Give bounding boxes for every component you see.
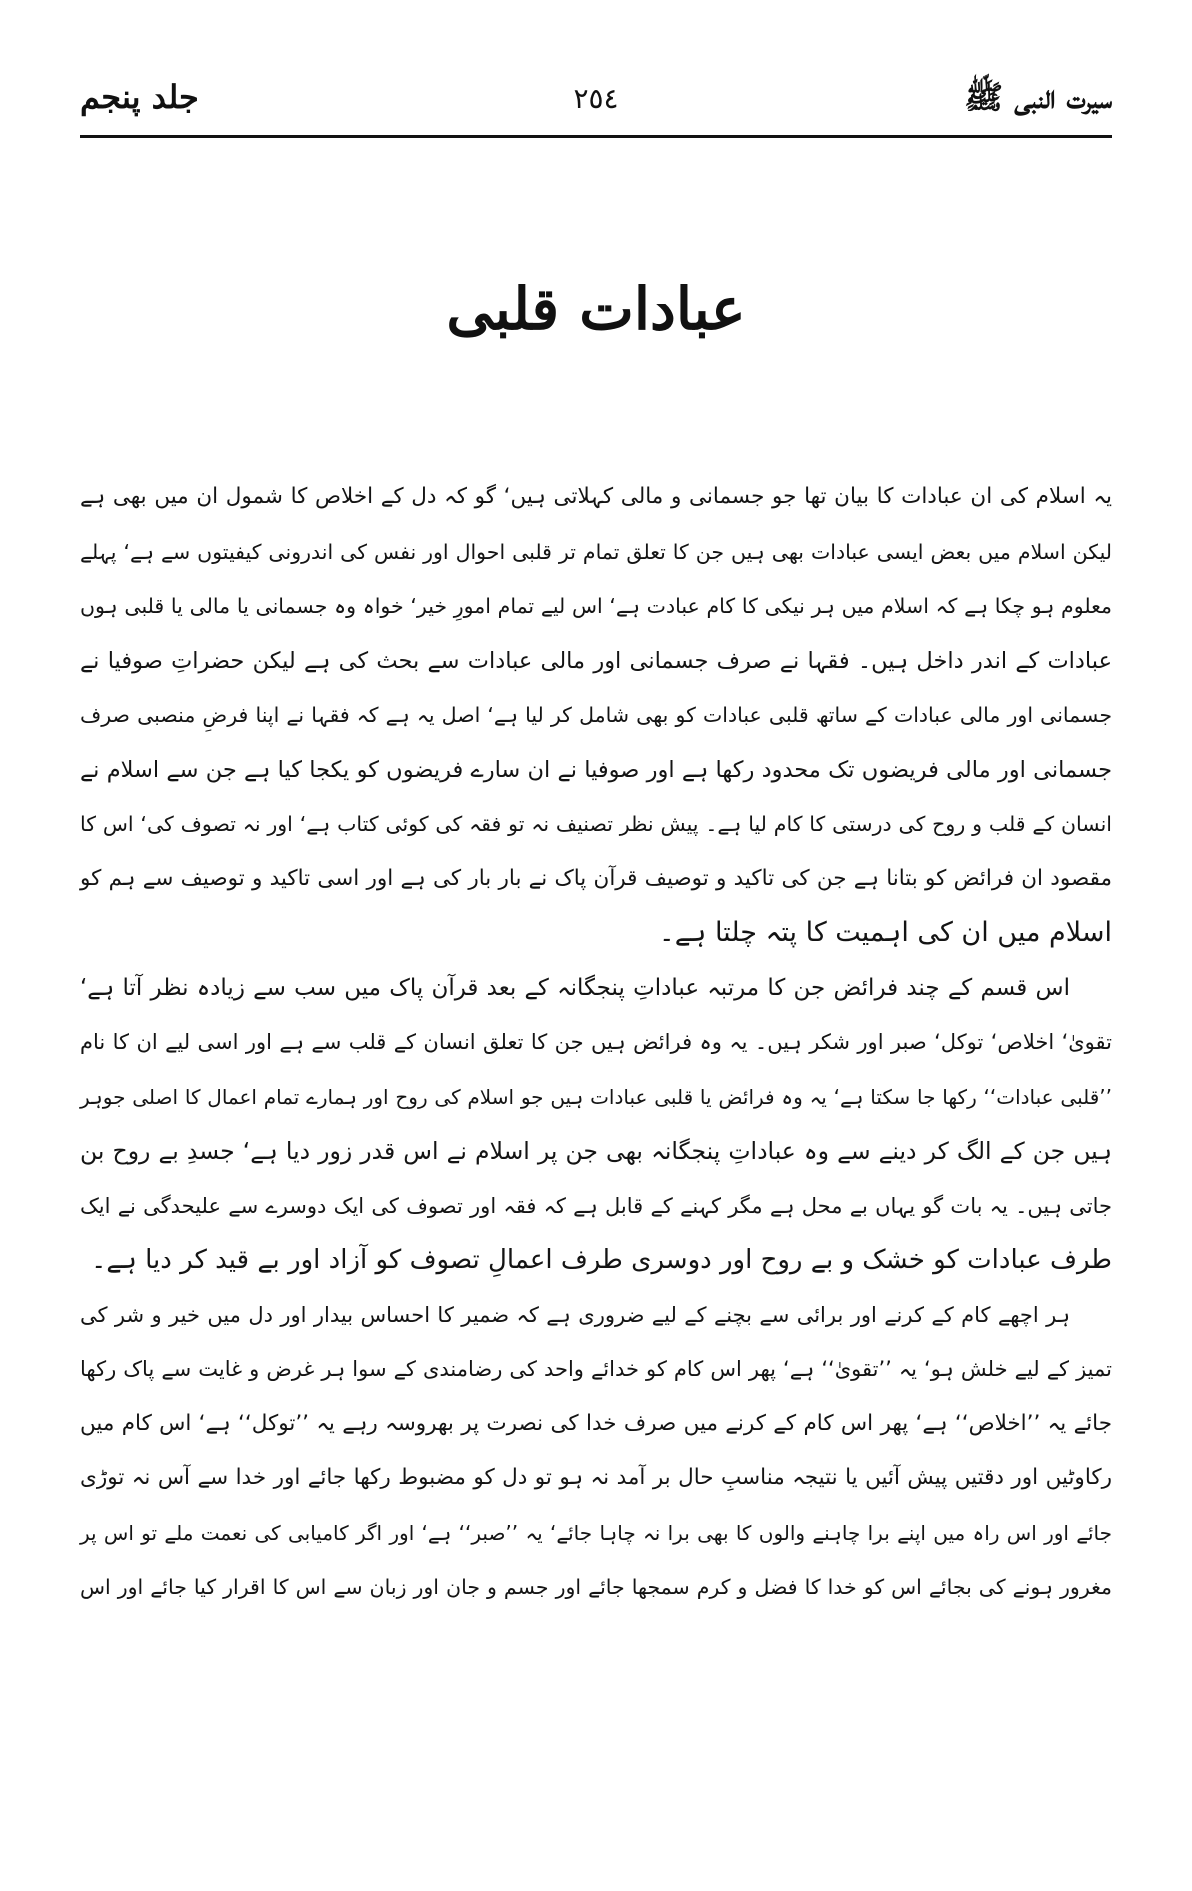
- chapter-title: عبادات قلبی: [446, 275, 746, 343]
- paragraph-2-line-2: تقویٰ‘ اخلاص‘ توکل‘ صبر اور شکر ہیں۔ یہ وہ فرائض ہیں جن کا تعلق انسان کے قلب سے ہے اور اسی لیے ان کا نام: [80, 1030, 1112, 1054]
- paragraph-3-line-5: جائے اور اس راہ میں اپنے برا چاہنے والوں کا بھی برا نہ چاہا جائے‘ یہ ’’صبر‘‘ ہے‘ اور اگر کامیابی کی نعمت ملے تو اس پر: [80, 1520, 1112, 1545]
- paragraph-2-line-3: ’’قلبی عبادات‘‘ رکھا جا سکتا ہے‘ یہ وہ فرائض یا قلبی عبادات ہیں جو اسلام کی روح اور ہمارے تمام اعمال کا اصلی جوہر: [80, 1084, 1112, 1109]
- paragraph-1-line-3: معلوم ہو چکا ہے کہ اسلام میں ہر نیکی کا کام عبادت ہے‘ اس لیے تمام امورِ خیر‘ خواہ وہ جسمانی یا مالی یا قلبی ہوں: [80, 594, 1112, 618]
- paragraph-3-line-6: مغرور ہونے کی بجائے اس کو خدا کا فضل و کرم سمجھا جائے اور جسم و جان اور زبان سے اس کا اقرار کیا جائے اور اس: [80, 1575, 1112, 1599]
- paragraph-1-line-4: عبادات کے اندر داخل ہیں۔ فقہا نے صرف جسمانی اور مالی عبادات سے بحث کی ہے لیکن حضراتِ صوفیا نے: [80, 647, 1112, 674]
- body-text: [80, 470, 1112, 1615]
- paragraph-1-line-9: اسلام میں ان کی اہمیت کا پتہ چلتا ہے۔: [658, 917, 1112, 948]
- paragraph-1-line-6: جسمانی اور مالی فریضوں تک محدود رکھا ہے اور صوفیا نے ان سارے فریضوں کو یکجا کیا ہے جن سے اسلام نے: [80, 756, 1112, 783]
- paragraph-3-line-4: رکاوٹیں اور دقتیں پیش آئیں یا نتیجہ مناسبِ حال بر آمد نہ ہو تو دل کو مضبوط رکھا جائے اور خدا سے آس نہ توڑی: [80, 1465, 1112, 1490]
- paragraph-1-line-1: یہ اسلام کی ان عبادات کا بیان تھا جو جسمانی و مالی کہلاتی ہیں‘ گو کہ دل کے اخلاص کا شمول ان میں بھی ہے: [80, 484, 1112, 509]
- paragraph-3-line-2: تمیز کے لیے خلش ہو‘ یہ ’’تقویٰ‘‘ ہے‘ پھر اس کام کو خدائے واحد کی رضامندی کے سوا ہر غرض و غایت سے پاک رکھا: [80, 1357, 1112, 1381]
- running-header: [80, 78, 1112, 134]
- paragraph-1-line-5: جسمانی اور مالی عبادات کے ساتھ قلبی عبادات کو بھی شامل کر لیا ہے‘ اصل یہ ہے کہ فقہا نے اپنا فرضِ منصبی صرف: [80, 703, 1112, 727]
- header-book-title: سیرت النبی ﷺ: [964, 78, 1112, 116]
- paragraph-2-line-6: طرف عبادات کو خشک و بے روح اور دوسری طرف اعمالِ تصوف کو آزاد اور بے قید کر دیا ہے۔: [91, 1245, 1112, 1275]
- paragraph-2-line-4: ہیں جن کے الگ کر دینے سے وہ عباداتِ پنجگانہ بھی جن پر اسلام نے اس قدر زور دیا ہے‘ جسدِ بے روح بن: [80, 1137, 1112, 1165]
- header-volume: جلد پنجم: [80, 78, 199, 116]
- paragraph-1-line-8: مقصود ان فرائض کو بتانا ہے جن کی تاکید و توصیف قرآن پاک نے بار بار کی ہے اور اسی تاکید و توصیف سے ہم کو: [80, 865, 1112, 891]
- paragraph-1-line-2: لیکن اسلام میں بعض ایسی عبادات بھی ہیں جن کا تعلق تمام تر قلبی احوال اور نفس کی اندرونی کیفیتوں سے ہے‘ پہلے: [80, 539, 1112, 564]
- header-rule: [80, 135, 1112, 138]
- paragraph-2-line-1: اس قسم کے چند فرائض جن کا مرتبہ عباداتِ پنجگانہ کے بعد قرآن پاک میں سب سے زیادہ نظر آتا ہے‘: [80, 974, 1070, 1001]
- paragraph-1-line-7: انسان کے قلب و روح کی درستی کا کام لیا ہے۔ پیش نظر تصنیف نہ تو فقہ کی کوئی کتاب ہے‘ اور نہ تصوف کی‘ اس کا: [80, 812, 1112, 836]
- paragraph-3-line-3: جائے یہ ’’اخلاص‘‘ ہے‘ پھر اس کام کے کرنے میں صرف خدا کی نصرت پر بھروسہ رہے یہ ’’توکل‘‘ ہے‘ اس کام میں: [80, 1410, 1112, 1436]
- header-page-number: ٢٥٤: [573, 82, 619, 115]
- paragraph-3-line-1: ہر اچھے کام کے کرنے اور برائی سے بچنے کے لیے ضروری ہے کہ ضمیر کا احساس بیدار اور دل میں خیر و شر کی: [80, 1302, 1070, 1327]
- paragraph-2-line-5: جاتی ہیں۔ یہ بات گو یہاں بے محل ہے مگر کہنے کے قابل ہے کہ فقہ اور تصوف کی ایک دوسرے سے علیحدگی نے ایک: [80, 1193, 1112, 1218]
